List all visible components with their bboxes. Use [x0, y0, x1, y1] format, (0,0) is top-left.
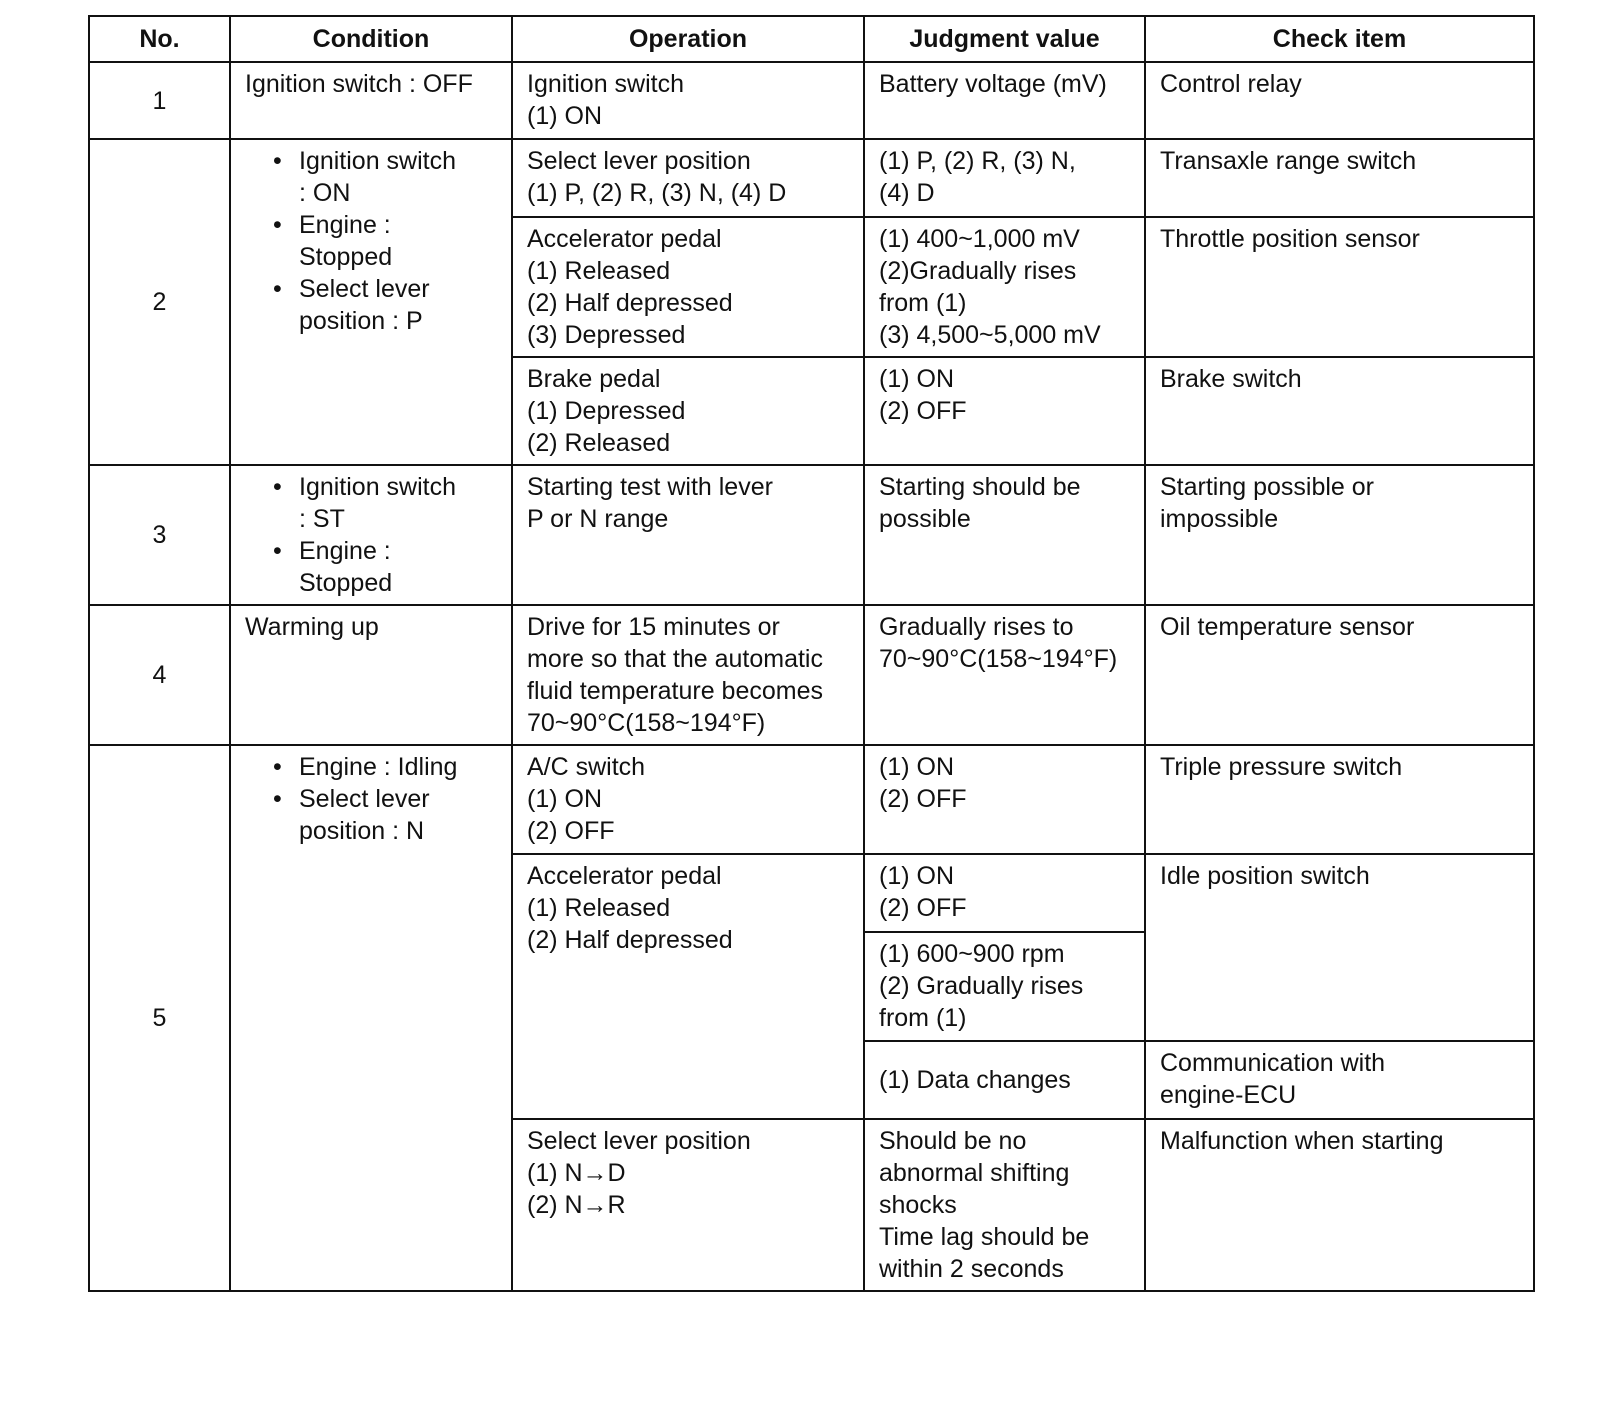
judgment-line: (4) D	[879, 179, 935, 207]
judgment-line: (1) 600~900 rpm	[879, 940, 1065, 968]
operation-cell	[512, 357, 864, 465]
check-item-line: engine-ECU	[1160, 1081, 1297, 1109]
judgment-cell	[864, 139, 1145, 217]
row-number: 5	[89, 745, 230, 1291]
judgment-line: abnormal shifting	[879, 1159, 1070, 1187]
check-item-cell	[1145, 1119, 1534, 1291]
condition-cell	[230, 605, 512, 745]
operation-line: (1) N→D	[527, 1159, 626, 1187]
judgment-cell	[864, 465, 1145, 605]
judgment-line: (2) OFF	[879, 785, 967, 813]
operation-line: (2) Half depressed	[527, 926, 733, 954]
judgment-line: (1) P, (2) R, (3) N,	[879, 147, 1076, 175]
judgment-line: Starting should be	[879, 473, 1081, 501]
judgment-cell	[864, 62, 1145, 139]
operation-line: (1) P, (2) R, (3) N, (4) D	[527, 179, 787, 207]
judgment-cell	[864, 932, 1145, 1041]
check-item-line: Starting possible or	[1160, 473, 1375, 501]
condition-list	[245, 145, 497, 337]
judgment-line: Battery voltage (mV)	[879, 70, 1107, 98]
operation-line: Brake pedal	[527, 365, 661, 393]
table-row	[89, 62, 1534, 139]
judgment-line: (1) ON	[879, 365, 954, 393]
operation-line: Accelerator pedal	[527, 225, 722, 253]
operation-line: (1) ON	[527, 785, 602, 813]
inspection-table	[88, 15, 1535, 1292]
check-item-line: impossible	[1160, 505, 1279, 533]
operation-line: (1) Released	[527, 894, 671, 922]
operation-cell	[512, 605, 864, 745]
condition-text: Warming up	[245, 613, 379, 641]
header-condition: Condition	[230, 16, 512, 62]
judgment-line: (1) ON	[879, 862, 954, 890]
row-number: 1	[89, 62, 230, 139]
check-item-cell	[1145, 745, 1534, 854]
check-item-line: Communication with	[1160, 1049, 1386, 1077]
judgment-cell	[864, 217, 1145, 357]
operation-line: (1) Depressed	[527, 397, 686, 425]
check-item-cell	[1145, 357, 1534, 465]
judgment-line: (1) Data changes	[879, 1066, 1071, 1094]
judgment-line: Gradually rises to	[879, 613, 1074, 641]
judgment-line: (2) Gradually rises	[879, 972, 1084, 1000]
condition-bullet: • Engine : Stopped	[273, 535, 497, 599]
operation-cell	[512, 217, 864, 357]
judgment-line: (2)Gradually rises	[879, 257, 1077, 285]
judgment-line: possible	[879, 505, 971, 533]
condition-bullet: • Engine : Idling	[273, 751, 497, 783]
row-number: 2	[89, 139, 230, 465]
operation-cell	[512, 62, 864, 139]
judgment-cell	[864, 605, 1145, 745]
condition-bullet: • Select lever position : N	[273, 783, 497, 847]
operation-line: 70~90°C(158~194°F)	[527, 709, 766, 737]
condition-cell	[230, 139, 512, 465]
operation-line: (2) OFF	[527, 817, 615, 845]
check-item-line: Throttle position sensor	[1160, 225, 1420, 253]
check-item-line: Idle position switch	[1160, 862, 1370, 890]
check-item-cell	[1145, 139, 1534, 217]
operation-line: (2) Half depressed	[527, 289, 733, 317]
check-item-line: Malfunction when starting	[1160, 1127, 1444, 1155]
operation-cell	[512, 1119, 864, 1291]
operation-line: (2) Released	[527, 429, 671, 457]
header-row	[89, 16, 1534, 62]
condition-bullet: • Ignition switch : ST	[273, 471, 497, 535]
judgment-line: Should be no	[879, 1127, 1027, 1155]
judgment-line: within 2 seconds	[879, 1255, 1064, 1283]
judgment-line: (1) 400~1,000 mV	[879, 225, 1080, 253]
header-no: No.	[89, 16, 230, 62]
condition-bullet: • Select lever position : P	[273, 273, 497, 337]
row-number: 3	[89, 465, 230, 605]
check-item-line: Brake switch	[1160, 365, 1302, 393]
condition-list	[245, 751, 497, 847]
operation-line: (1) ON	[527, 102, 602, 130]
judgment-cell	[864, 854, 1145, 932]
operation-line: more so that the automatic	[527, 645, 823, 673]
operation-line: (1) Released	[527, 257, 671, 285]
header-judgment-value: Judgment value	[864, 16, 1145, 62]
operation-line: Accelerator pedal	[527, 862, 722, 890]
header-operation: Operation	[512, 16, 864, 62]
check-item-cell	[1145, 854, 1534, 1041]
condition-bullet: • Engine : Stopped	[273, 209, 497, 273]
judgment-line: (2) OFF	[879, 894, 967, 922]
operation-line: Select lever position	[527, 1127, 751, 1155]
condition-cell	[230, 465, 512, 605]
operation-line: Select lever position	[527, 147, 751, 175]
check-item-line: Triple pressure switch	[1160, 753, 1403, 781]
check-item-line: Transaxle range switch	[1160, 147, 1417, 175]
judgment-cell	[864, 745, 1145, 854]
condition-text: Ignition switch : OFF	[245, 70, 473, 98]
judgment-line: (3) 4,500~5,000 mV	[879, 321, 1101, 349]
check-item-cell	[1145, 465, 1534, 605]
header-check-item: Check item	[1145, 16, 1534, 62]
judgment-cell	[864, 1041, 1145, 1119]
operation-line: (3) Depressed	[527, 321, 686, 349]
check-item-cell	[1145, 605, 1534, 745]
operation-line: fluid temperature becomes	[527, 677, 823, 705]
judgment-line: Time lag should be	[879, 1223, 1090, 1251]
judgment-cell	[864, 1119, 1145, 1291]
operation-line: A/C switch	[527, 753, 646, 781]
operation-line: Drive for 15 minutes or	[527, 613, 780, 641]
condition-list	[245, 471, 497, 599]
condition-cell	[230, 745, 512, 1291]
table-row	[89, 465, 1534, 605]
condition-cell	[230, 62, 512, 139]
table-row	[89, 745, 1534, 854]
check-item-line: Control relay	[1160, 70, 1302, 98]
check-item-cell	[1145, 62, 1534, 139]
operation-line: Ignition switch	[527, 70, 685, 98]
operation-cell	[512, 854, 864, 1119]
operation-cell	[512, 745, 864, 854]
operation-line: (2) N→R	[527, 1191, 626, 1219]
judgment-line: (1) ON	[879, 753, 954, 781]
table-row	[89, 605, 1534, 745]
check-item-line: Oil temperature sensor	[1160, 613, 1415, 641]
judgment-line: from (1)	[879, 289, 967, 317]
table-row	[89, 139, 1534, 217]
row-number: 4	[89, 605, 230, 745]
judgment-line: shocks	[879, 1191, 957, 1219]
condition-bullet: • Ignition switch : ON	[273, 145, 497, 209]
operation-line: P or N range	[527, 505, 669, 533]
operation-cell	[512, 465, 864, 605]
check-item-cell	[1145, 1041, 1534, 1119]
check-item-cell	[1145, 217, 1534, 357]
operation-cell	[512, 139, 864, 217]
operation-line: Starting test with lever	[527, 473, 773, 501]
judgment-line: 70~90°C(158~194°F)	[879, 645, 1118, 673]
judgment-line: (2) OFF	[879, 397, 967, 425]
judgment-cell	[864, 357, 1145, 465]
judgment-line: from (1)	[879, 1004, 967, 1032]
